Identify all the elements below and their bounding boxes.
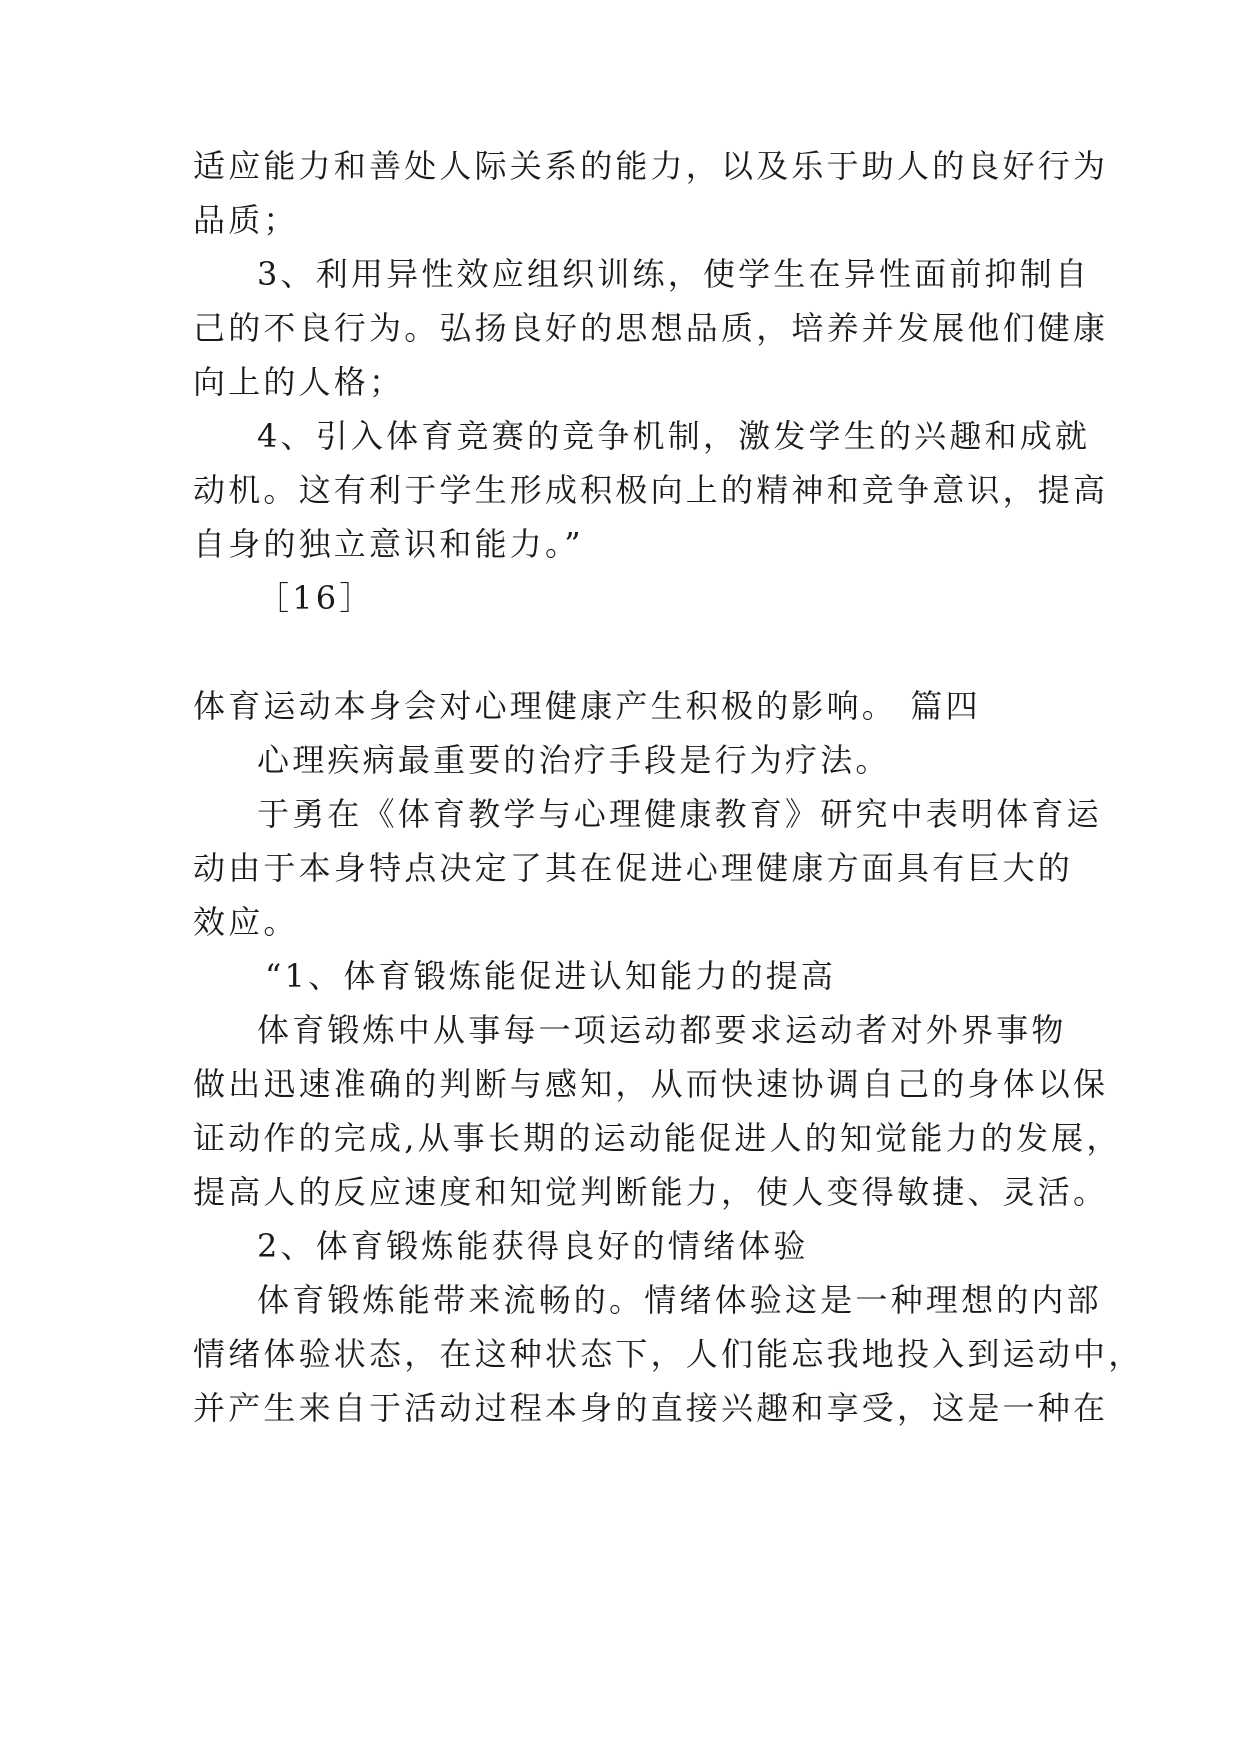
text-line: 自身的独立意识和能力。” bbox=[193, 525, 584, 563]
text-line: 提高人的反应速度和知觉判断能力，使人变得敏捷、灵活。 bbox=[193, 1173, 1109, 1211]
text-line: 心理疾病最重要的治疗手段是行为疗法。 bbox=[257, 741, 891, 779]
text-line: 向上的人格； bbox=[193, 363, 405, 401]
text-line: 做出迅速准确的判断与感知，从而快速协调自己的身体以保 bbox=[193, 1065, 1109, 1103]
text-line: 动机。这有利于学生形成积极向上的精神和竞争意识，提高 bbox=[193, 471, 1109, 509]
text-line: 4、引入体育竞赛的竞争机制，激发学生的兴趣和成就 bbox=[257, 417, 1091, 455]
text-line: 效应。 bbox=[193, 903, 299, 941]
citation-line: ［16］ bbox=[257, 579, 375, 617]
text-line: 证动作的完成,从事长期的运动能促进人的知觉能力的发展， bbox=[193, 1119, 1122, 1157]
text-line: 品质； bbox=[193, 201, 299, 239]
text-line: 于勇在《体育教学与心理健康教育》研究中表明体育运 bbox=[257, 795, 1102, 833]
text-line: 动由于本身特点决定了其在促进心理健康方面具有巨大的 bbox=[193, 849, 1074, 887]
text-line: 3、利用异性效应组织训练，使学生在异性面前抑制自 bbox=[257, 255, 1091, 293]
text-line: 并产生来自于活动过程本身的直接兴趣和享受，这是一种在 bbox=[193, 1389, 1109, 1427]
text-line: “1、体育锻炼能促进认知能力的提高 bbox=[265, 957, 837, 995]
text-line: 体育锻炼能带来流畅的。情绪体验这是一种理想的内部 bbox=[257, 1281, 1102, 1319]
text-line: 适应能力和善处人际关系的能力，以及乐于助人的良好行为 bbox=[193, 147, 1109, 185]
text-line: 2、体育锻炼能获得良好的情绪体验 bbox=[257, 1227, 809, 1265]
text-line: 己的不良行为。弘扬良好的思想品质，培养并发展他们健康 bbox=[193, 309, 1109, 347]
text-line: 情绪体验状态，在这种状态下，人们能忘我地投入到运动中， bbox=[193, 1335, 1144, 1373]
text-line: 体育锻炼中从事每一项运动都要求运动者对外界事物 bbox=[257, 1011, 1067, 1049]
section-heading: 体育运动本身会对心理健康产生积极的影响。 篇四 bbox=[193, 687, 981, 725]
